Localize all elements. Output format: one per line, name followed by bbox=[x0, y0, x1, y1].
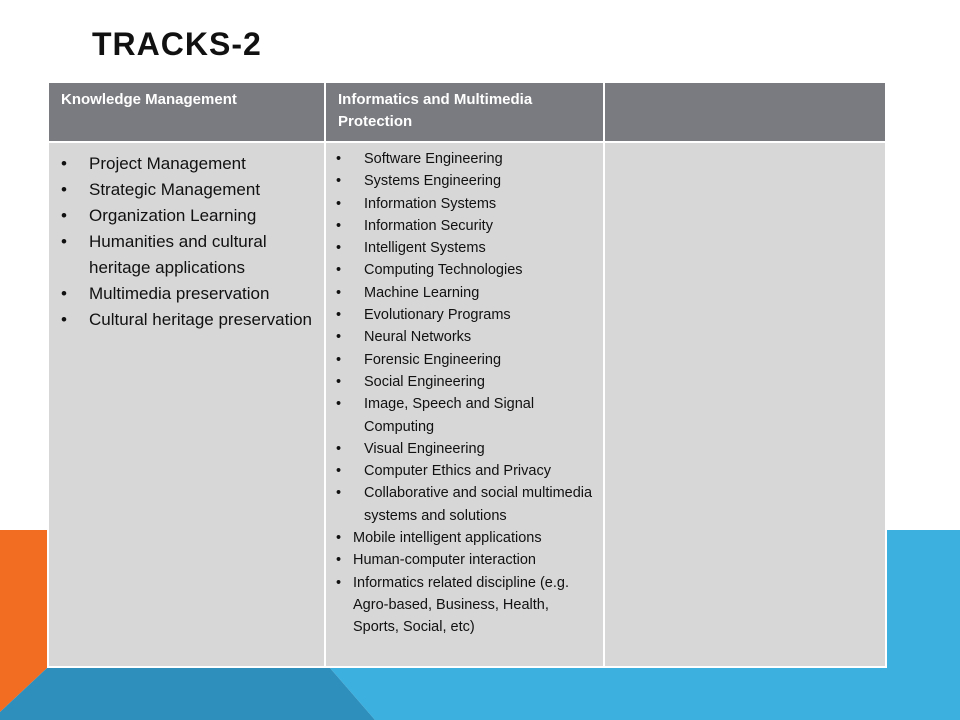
list-item-text: Collaborative and social multimedia systems and solutions bbox=[364, 485, 593, 524]
list-item-text: Forensic Engineering bbox=[364, 351, 502, 368]
list-item-text: Informatics related discipline (e.g. Agro-based, Business, Health, Sports, Social, etc) bbox=[353, 574, 569, 636]
list-item: • Information Security bbox=[336, 217, 493, 234]
list-item-text: Visual Engineering bbox=[364, 440, 485, 457]
dark-blue-shape bbox=[0, 668, 375, 720]
list-item: • Cultural heritage preservation bbox=[61, 310, 313, 329]
list-item-text: Strategic Management bbox=[89, 180, 261, 199]
list-item: • Forensic Engineering bbox=[336, 351, 502, 368]
tracks-table bbox=[47, 81, 887, 668]
page-title: TRACKS-2 bbox=[92, 26, 262, 62]
list-item: • Multimedia preservation bbox=[61, 284, 270, 303]
list-item: • Human-computer interaction bbox=[336, 552, 536, 569]
informatics-list bbox=[326, 143, 603, 639]
list-item: • Systems Engineering bbox=[336, 173, 502, 190]
list-item: • Project Management bbox=[61, 154, 246, 173]
list-item-text: Mobile intelligent applications bbox=[353, 530, 542, 547]
list-item-text: Organization Learning bbox=[89, 206, 257, 225]
cell-informatics-multimedia-protection bbox=[325, 142, 604, 667]
list-item: • Humanities and cultural heritage applications bbox=[61, 232, 267, 277]
list-item-text: Social Engineering bbox=[364, 373, 485, 390]
knowledge-management-list bbox=[49, 143, 324, 333]
list-item-text: Computing Technologies bbox=[364, 262, 523, 279]
list-item: • Software Engineering bbox=[336, 151, 503, 167]
cell-empty bbox=[604, 142, 886, 667]
list-item: • Information Systems bbox=[336, 195, 497, 212]
list-item: • Visual Engineering bbox=[336, 440, 485, 457]
header-knowledge-management: Knowledge Management bbox=[48, 82, 325, 142]
list-item-text: Humanities and cultural heritage applications bbox=[89, 232, 267, 277]
list-item-text: Neural Networks bbox=[364, 329, 472, 346]
list-item-text: Image, Speech and Signal Computing bbox=[364, 396, 535, 435]
list-item-text: Information Security bbox=[364, 217, 493, 234]
header-informatics-multimedia-protection: Informatics and Multimedia Protection bbox=[325, 82, 604, 142]
list-item: • Informatics related discipline (e.g. Agro-based, Business, Health, Sports, Social, etc) bbox=[336, 574, 569, 636]
list-item: • Neural Networks bbox=[336, 329, 472, 346]
cell-knowledge-management bbox=[48, 142, 325, 667]
list-item: • Social Engineering bbox=[336, 373, 485, 390]
list-item: • Collaborative and social multimedia systems and solutions bbox=[336, 485, 593, 524]
list-item: • Computer Ethics and Privacy bbox=[336, 463, 551, 480]
list-item-text: Intelligent Systems bbox=[364, 240, 486, 257]
table-row bbox=[48, 142, 886, 667]
list-item: • Intelligent Systems bbox=[336, 240, 486, 257]
list-item: • Organization Learning bbox=[61, 206, 257, 225]
list-item: • Mobile intelligent applications bbox=[336, 530, 542, 547]
list-item-text: Software Engineering bbox=[364, 151, 503, 167]
list-item: • Machine Learning bbox=[336, 284, 480, 301]
list-item-text: Machine Learning bbox=[364, 284, 480, 301]
list-item-text: Evolutionary Programs bbox=[364, 307, 511, 324]
list-item-text: Multimedia preservation bbox=[89, 284, 270, 303]
list-item-text: Computer Ethics and Privacy bbox=[364, 463, 551, 480]
list-item: • Evolutionary Programs bbox=[336, 307, 511, 324]
header-empty bbox=[604, 82, 886, 142]
list-item: • Computing Technologies bbox=[336, 262, 523, 279]
list-item-text: Systems Engineering bbox=[364, 173, 502, 190]
list-item-text: Human-computer interaction bbox=[353, 552, 536, 569]
list-item-text: Cultural heritage preservation bbox=[89, 310, 313, 329]
list-item: • Strategic Management bbox=[61, 180, 261, 199]
list-item-text: Project Management bbox=[89, 154, 246, 173]
list-item: • Image, Speech and Signal Computing bbox=[336, 396, 535, 435]
list-item-text: Information Systems bbox=[364, 195, 497, 212]
table-header-row bbox=[48, 82, 886, 142]
